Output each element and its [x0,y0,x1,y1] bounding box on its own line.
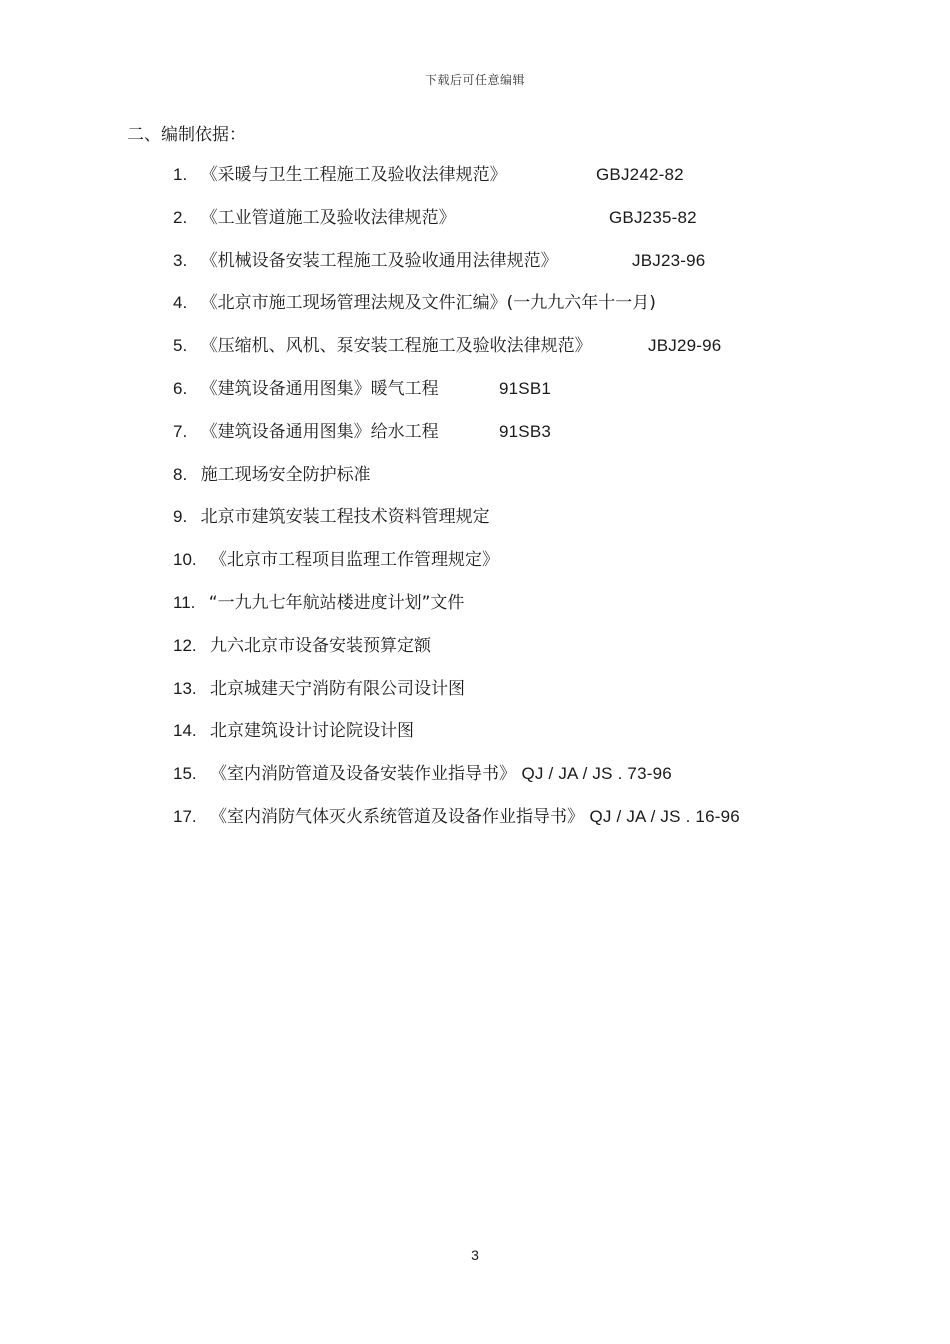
item-number: 17. [173,806,197,826]
item-number: 4. [173,293,188,313]
list-item [173,719,873,762]
item-code: JBJ29-96 [648,336,722,356]
item-title: 九六北京市设备安装预算定额 [210,635,432,656]
item-title: 《采暖与卫生工程施工及验收法律规范》 [200,165,507,185]
item-number: 5. [173,336,188,356]
section-heading: 二、编制依据： [127,125,246,145]
item-number: 6. [173,378,188,398]
list-item [173,163,873,206]
item-number: 11. [173,592,196,612]
list-item [173,591,873,634]
item-title: 北京建筑设计讨论院设计图 [210,721,415,742]
list-item [173,505,873,548]
item-title: 《机械设备安装工程施工及验收通用法律规范》 [200,250,558,271]
list-item [173,377,873,420]
list-item [173,334,873,377]
list-item [173,206,873,249]
item-title: 施工现场安全防护标准 [200,464,371,485]
item-title: 《工业管道施工及验收法律规范》 [200,207,456,228]
item-number: 10. [173,550,197,570]
item-number: 2. [173,207,188,227]
item-title: 《北京市施工现场管理法规及文件汇编》(一九九六年十一月) [200,293,656,314]
item-code: GBJ242-82 [596,165,684,184]
list-item [173,291,873,334]
item-title: 《建筑设备通用图集》暖气工程 [200,378,439,399]
item-number: 12. [173,635,197,655]
item-title: 《室内消防管道及设备安装作业指导书》 [210,764,517,785]
item-number: 7. [173,421,188,441]
item-title: 《北京市工程项目监理工作管理规定》 [210,550,500,571]
item-title: 《建筑设备通用图集》给水工程 [200,421,439,442]
list-item [173,249,873,292]
list-item [173,805,873,848]
list-item [173,634,873,677]
page-header: 下载后可任意编辑 [424,73,525,87]
item-code: 91SB1 [499,378,552,398]
list-item [173,677,873,720]
item-title: 北京市建筑安装工程技术资料管理规定 [200,507,490,528]
item-title: 《室内消防气体灭火系统管道及设备作业指导书》 [210,806,585,827]
list-item [173,463,873,506]
reference-list [173,163,873,848]
item-number: 8. [173,464,188,484]
page-number: 3 [471,1247,479,1263]
item-title: 《压缩机、风机、泵安装工程施工及验收法律规范》 [200,336,592,357]
item-number: 14. [173,721,197,741]
item-number: 15. [173,764,197,784]
item-code: QJ / JA / JS . 73-96 [521,764,672,784]
item-number: 3. [173,250,188,270]
list-item [173,762,873,805]
item-code: QJ / JA / JS . 16-96 [589,806,740,826]
item-code: GBJ235-82 [609,207,697,227]
item-number: 13. [173,678,197,698]
item-number: 1. [173,165,188,184]
list-item [173,548,873,591]
item-title: “一九九七年航站楼进度计划”文件 [208,592,465,613]
item-code: JBJ23-96 [632,250,706,270]
list-item [173,420,873,463]
item-code: 91SB3 [499,421,552,441]
item-title: 北京城建天宁消防有限公司设计图 [210,678,466,699]
item-number: 9. [173,507,188,527]
